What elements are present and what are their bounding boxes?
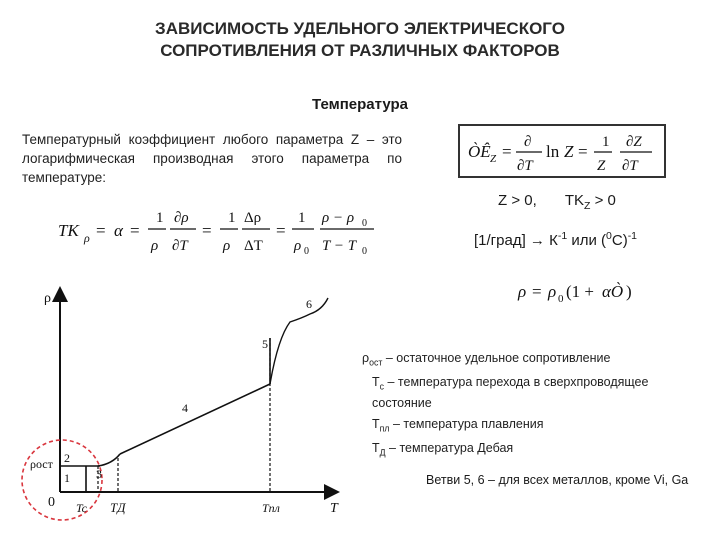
tk-rho-formula [58,200,378,262]
legend-tpl-sub: пл [379,423,390,434]
branch-3-label: 3 [96,467,102,481]
rho-ost-label: ρост [30,457,53,471]
units-line [474,230,637,249]
svg-text:=: = [532,282,542,301]
svg-text:ΔT: ΔT [244,238,263,254]
legend-tc [372,374,692,411]
svg-text:∂ρ: ∂ρ [174,210,189,226]
page-title [0,18,720,62]
legend-tc-sub: c [379,381,385,392]
tk-condition-rest: > 0 [590,192,616,209]
svg-text:∂T: ∂T [517,158,533,174]
branch-4 [120,384,270,454]
svg-text:0: 0 [362,218,367,229]
svg-text:ρ: ρ [223,238,231,254]
svg-text:0: 0 [558,293,564,305]
title-line-2: СОПРОТИВЛЕНИЯ ОТ РАЗЛИЧНЫХ ФАКТОРОВ [160,41,560,60]
svg-text:ρ: ρ [294,238,302,254]
svg-text:αÒ: αÒ [602,282,624,301]
units-zero-sup: 0 [606,230,612,242]
tk-condition-sub: Z [584,200,591,212]
legend-rho-ost [362,350,692,371]
svg-text:Z: Z [490,153,497,165]
svg-text:Z: Z [597,158,606,174]
svg-text:(1 +: (1 + [566,282,594,301]
legend-tc-text: – температура перехода в сверхпроводящее состояние [372,375,649,410]
branch-1-label: 1 [64,471,70,485]
svg-text:=: = [130,221,140,240]
units-end-sup: -1 [627,230,638,242]
svg-text:): ) [626,282,632,301]
legend-tpl-main: T [372,417,380,431]
svg-text:=: = [276,221,286,240]
svg-text:ÒÊ: ÒÊ [468,142,491,161]
origin-label: 0 [48,495,55,510]
svg-text:ln: ln [546,142,560,161]
units-c: С) [611,232,628,249]
x-axis-label: T [330,501,338,516]
svg-text:Z: Z [564,142,574,161]
svg-text:ρ: ρ [84,231,90,245]
svg-text:∂T: ∂T [172,238,188,254]
legend-td-text: – температура Дебая [385,441,514,455]
svg-text:∂Z: ∂Z [626,134,642,150]
svg-text:1: 1 [156,210,164,226]
svg-text:∂T: ∂T [622,158,638,174]
y-axis-label: ρ [44,291,51,306]
units-prefix: [1/град] → К [474,232,558,249]
log-derivative-formula [460,126,664,176]
branch-4-label: 4 [182,401,188,415]
tpl-label: Tпл [262,501,280,515]
svg-text:T − T: T − T [322,238,357,254]
branch-5-label: 5 [262,337,268,351]
svg-text:ρ: ρ [548,282,557,301]
rho-linear-formula [516,276,666,306]
svg-text:Δρ: Δρ [244,210,262,226]
tc-label: Tc [76,501,87,515]
units-k-sup: -1 [557,230,568,242]
svg-text:=: = [96,221,106,240]
legend-td-main: T [372,441,380,455]
rho-vs-temperature-graph [0,280,360,540]
svg-text:0: 0 [304,246,309,257]
svg-text:ρ: ρ [518,282,527,301]
svg-text:1: 1 [602,134,610,150]
svg-text:=: = [578,142,588,161]
svg-text:ρ − ρ: ρ − ρ [322,210,355,226]
log-derivative-formula-box [458,124,666,178]
svg-text:=: = [202,221,212,240]
branch-2-label: 2 [64,451,70,465]
z-condition: Z > 0, [498,192,537,209]
svg-text:=: = [502,142,512,161]
svg-text:∂: ∂ [524,134,532,150]
positivity-condition [498,192,616,212]
units-middle: или ( [567,232,607,249]
branch-6-label: 6 [306,297,312,311]
svg-text:TK: TK [58,221,79,240]
legend-td-sub: Д [379,447,386,458]
branches-note: Ветви 5, 6 – для всех металлов, кроме Vi, Ga [426,473,689,487]
section-subtitle: Температура [312,96,408,113]
svg-text:1: 1 [298,210,306,226]
td-label: TД [110,500,126,515]
legend-tpl [372,416,692,437]
title-line-1: ЗАВИСИМОСТЬ УДЕЛЬНОГО ЭЛЕКТРИЧЕСКОГО [155,19,565,38]
svg-text:α: α [114,221,123,240]
legend-tpl-text: – температура плавления [389,417,544,431]
legend-tc-main: T [372,375,380,389]
branch-3 [98,454,120,466]
branch-6 [270,298,328,384]
svg-text:ρ: ρ [151,238,159,254]
legend-rho-text: – остаточное удельное сопротивление [382,351,611,365]
legend-rho-main: ρ [362,351,370,365]
svg-text:1: 1 [228,210,236,226]
low-temperature-circle [22,440,102,520]
svg-text:0: 0 [362,246,367,257]
tk-condition-main: TK [564,192,585,209]
legend-rho-sub: ост [369,357,383,368]
description-text: Температурный коэффициент любого параметра Z – это логарифмическая производная этого параметра по температуре: [22,132,402,185]
legend-td [372,440,692,461]
